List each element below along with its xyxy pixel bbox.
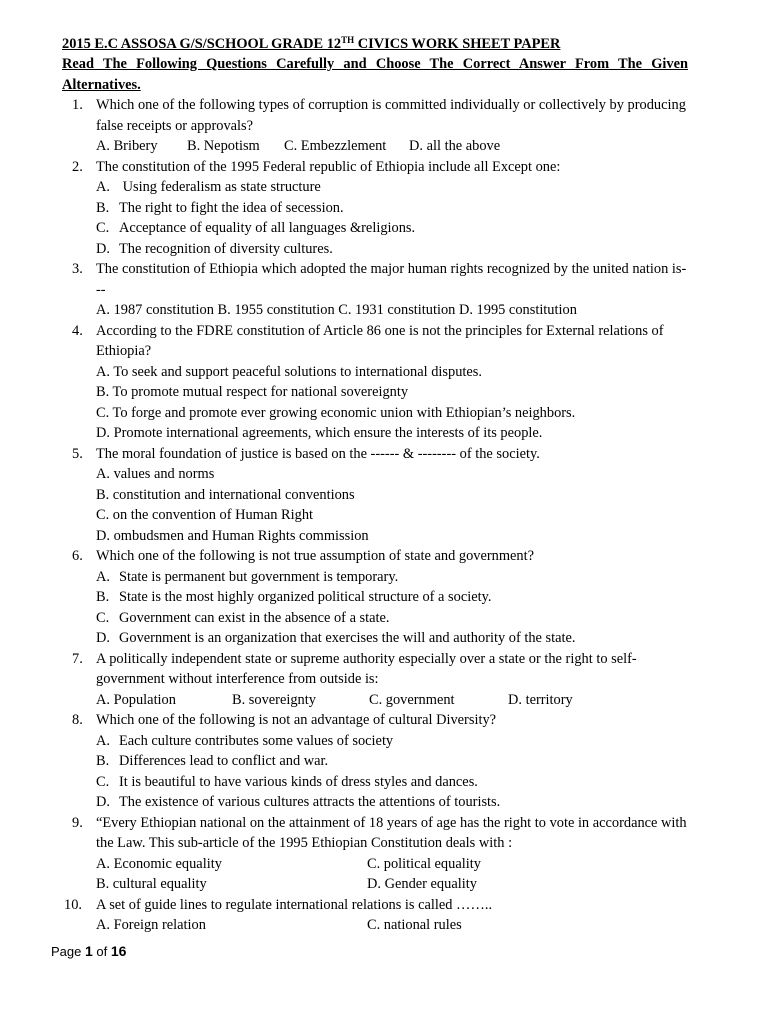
question-5 xyxy=(62,444,688,547)
options-row xyxy=(96,690,688,711)
option-a: A. To seek and support peaceful solutions to international disputes. xyxy=(96,363,483,380)
option-d: D. Promote international agreements, which ensure the interests of its people. xyxy=(96,425,543,442)
option-b: B. To promote mutual respect for national sovereignty xyxy=(96,384,409,401)
question-number: 2. xyxy=(72,158,83,175)
option-b: B. The right to fight the idea of secession. xyxy=(96,199,344,216)
question-9 xyxy=(62,813,688,895)
question-text: A set of guide lines to regulate international relations is called …….. xyxy=(96,896,493,913)
option-d: D. The recognition of diversity cultures. xyxy=(96,240,333,257)
question-number: 8. xyxy=(72,712,83,729)
option-c: C. To forge and promote ever growing economic union with Ethiopian’s neighbors. xyxy=(96,404,576,421)
option-c: C. government xyxy=(369,691,455,708)
question-number: 1. xyxy=(72,97,83,114)
question-4 xyxy=(62,321,688,444)
option-d: D. Government is an organization that exercises the will and authority of the state. xyxy=(96,630,576,647)
footer-of-label: of xyxy=(92,944,111,959)
option-c: C. It is beautiful to have various kinds of dress styles and dances. xyxy=(96,773,478,790)
option-c: C. Acceptance of equality of all languages &religions. xyxy=(96,220,416,237)
page-title xyxy=(62,34,688,54)
question-number: 7. xyxy=(72,650,83,667)
question-8 xyxy=(62,710,688,813)
question-text: Which one of the following is not an advantage of cultural Diversity? xyxy=(96,712,497,729)
option-c: C. national rules xyxy=(367,917,462,934)
question-text: The moral foundation of justice is based on the ------ & -------- of the society. xyxy=(96,445,540,462)
question-number: 5. xyxy=(72,445,83,462)
title-text-end: CIVICS WORK SHEET PAPER xyxy=(354,36,561,52)
worksheet-page xyxy=(62,34,688,936)
title-superscript: TH xyxy=(341,35,355,45)
option-d: D. Gender equality xyxy=(367,876,477,893)
title-text: 2015 E.C ASSOSA G/S/SCHOOL GRADE 12 xyxy=(62,36,342,52)
question-number: 9. xyxy=(72,814,83,831)
option-d: D. territory xyxy=(508,691,573,708)
question-text: “Every Ethiopian national on the attainment of 18 years of age has the right to vote in accordance with the Law. This sub-article of the 1995 Ethiopian Constitution deals with : xyxy=(96,814,687,852)
page-footer xyxy=(51,942,126,961)
footer-page-label: Page xyxy=(51,944,85,959)
question-text: Which one of the following is not true assumption of state and government? xyxy=(96,548,535,565)
option-b: B. constitution and international conventions xyxy=(96,486,355,503)
option-a: A. Economic equality xyxy=(96,855,222,872)
option-c: C. Government can exist in the absence of a state. xyxy=(96,609,390,626)
options-row: A. 1987 constitution B. 1955 constitution C. 1931 constitution D. 1995 constitution xyxy=(96,302,577,319)
option-b: B. sovereignty xyxy=(232,691,316,708)
option-b: B. State is the most highly organized political structure of a society. xyxy=(96,589,492,606)
option-a: A. Bribery xyxy=(96,138,158,155)
question-text: The constitution of the 1995 Federal republic of Ethiopia include all Except one: xyxy=(96,158,561,175)
option-a: A. Using federalism as state structure xyxy=(96,179,321,196)
option-a: A. State is permanent but government is temporary. xyxy=(96,568,399,585)
option-b: B. Nepotism xyxy=(187,138,260,155)
question-7 xyxy=(62,649,688,711)
option-d: D. ombudsmen and Human Rights commission xyxy=(96,527,369,544)
question-text: According to the FDRE constitution of Article 86 one is not the principles for External relations of Ethiopia? xyxy=(96,322,664,360)
question-3 xyxy=(62,259,688,321)
option-d: D. The existence of various cultures attracts the attentions of tourists. xyxy=(96,794,501,811)
question-6 xyxy=(62,546,688,649)
option-b: B. Differences lead to conflict and war. xyxy=(96,753,329,770)
option-a: A. values and norms xyxy=(96,466,215,483)
options-row xyxy=(96,874,688,895)
options-row xyxy=(96,854,688,875)
option-c: C. Embezzlement xyxy=(284,138,387,155)
question-number: 6. xyxy=(72,548,83,565)
question-number: 10. xyxy=(64,896,82,913)
option-a: A. Foreign relation xyxy=(96,917,206,934)
question-text: A politically independent state or supreme authority especially over a state or the right to self-government without interference from outside is: xyxy=(96,650,637,688)
option-c: C. political equality xyxy=(367,855,481,872)
option-b: B. cultural equality xyxy=(96,876,207,893)
question-text: The constitution of Ethiopia which adopted the major human rights recognized by the united nation is--- xyxy=(96,261,687,298)
options-row xyxy=(96,136,688,157)
option-d: D. all the above xyxy=(409,138,501,155)
option-a: A. Each culture contributes some values of society xyxy=(96,732,394,749)
question-1 xyxy=(62,95,688,157)
question-text: Which one of the following types of corruption is committed individually or collectively by producing false receipts or approvals? xyxy=(96,97,686,134)
question-number: 3. xyxy=(72,261,83,278)
option-c: C. on the convention of Human Right xyxy=(96,507,314,524)
question-number: 4. xyxy=(72,322,83,339)
instructions: Read The Following Questions Carefully and Choose The Correct Answer From The Given Alternatives. xyxy=(62,56,688,93)
footer-page-number: 1 xyxy=(84,943,93,959)
question-10 xyxy=(62,895,688,936)
options-row xyxy=(96,915,688,936)
footer-total-pages: 16 xyxy=(110,943,127,959)
question-2 xyxy=(62,157,688,260)
option-a: A. Population xyxy=(96,691,176,708)
